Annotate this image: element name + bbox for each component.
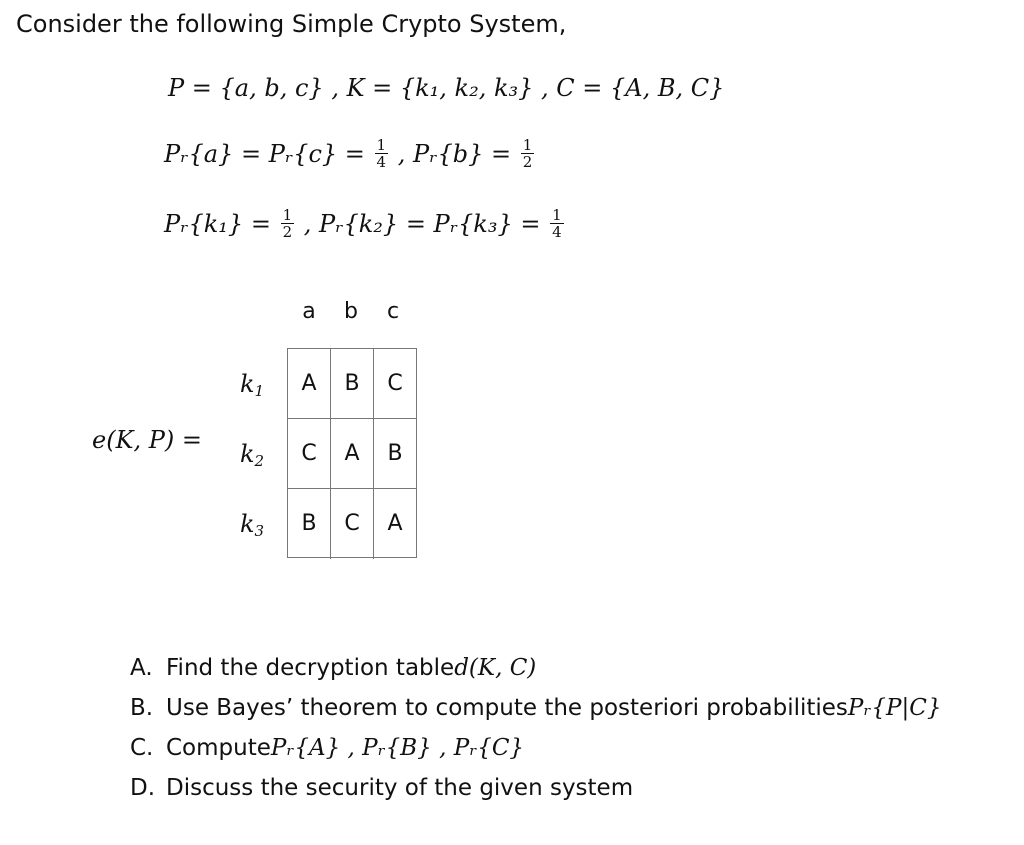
fraction [521, 137, 535, 170]
equation-part: , Pᵣ{b} = [397, 140, 512, 168]
question-item-d [130, 768, 941, 808]
key-symbol: k [239, 370, 255, 398]
question-math: d(K, C) [454, 655, 537, 681]
question-list [130, 648, 941, 808]
fraction-denominator: 2 [522, 153, 533, 171]
encryption-table [287, 348, 417, 558]
fraction [375, 137, 389, 170]
fraction-numerator: 1 [552, 206, 562, 224]
question-letter: B. [130, 695, 154, 721]
row-label-k1 [230, 369, 274, 406]
question-math: Pᵣ{P|C} [847, 695, 942, 721]
question-text: Use Bayes’ theorem to compute the posteriori probabilities [166, 695, 848, 721]
question-text: Discuss the security of the given system [166, 775, 634, 801]
fraction-numerator: 1 [282, 206, 293, 224]
table-cell: A [331, 419, 374, 489]
column-header-c: c [386, 299, 400, 324]
question-item-c [130, 728, 941, 768]
table-cell: B [288, 489, 331, 559]
fraction-denominator: 4 [376, 153, 387, 171]
key-symbol: k [239, 440, 255, 468]
table-cell: A [387, 511, 403, 536]
row-label-k3 [230, 509, 274, 546]
intro-text: Consider the following Simple Crypto System, [16, 10, 567, 38]
question-text: Compute [166, 735, 271, 761]
table-row [288, 489, 416, 559]
column-header-a: a [302, 299, 316, 324]
table-cell: B [387, 441, 403, 466]
table-cell: A [288, 349, 331, 419]
fraction-denominator: 2 [282, 223, 293, 241]
table-cell: C [288, 419, 331, 489]
fraction-denominator: 4 [552, 223, 562, 241]
question-letter: C. [130, 735, 154, 761]
fraction-numerator: 1 [376, 136, 387, 154]
sets-equation: P = {a, b, c} , K = {k₁, k₂, k₃} , C = {A, B, C} [168, 74, 725, 102]
table-cell: C [387, 371, 403, 396]
question-text: Find the decryption table [166, 655, 455, 681]
table-cell: B [331, 349, 374, 419]
question-letter: A. [130, 655, 153, 681]
table-row [288, 349, 416, 419]
message-probabilities-equation [164, 136, 536, 172]
equation-part: Pᵣ{a} = Pᵣ{c} = [164, 140, 365, 168]
row-label-k2 [230, 439, 274, 476]
key-subscript: 1 [254, 382, 265, 400]
fraction [550, 207, 564, 240]
table-row [288, 419, 416, 489]
key-symbol: k [239, 510, 255, 538]
fraction [281, 207, 295, 240]
question-math: Pᵣ{A} , Pᵣ{B} , Pᵣ{C} [270, 735, 525, 761]
question-item-a [130, 648, 941, 688]
question-letter: D. [130, 775, 156, 801]
encryption-function-label: e(K, P) = [92, 426, 203, 454]
key-subscript: 3 [254, 522, 265, 540]
key-subscript: 2 [254, 452, 265, 470]
column-header-b: b [344, 299, 358, 324]
fraction-numerator: 1 [522, 136, 533, 154]
key-probabilities-equation [164, 206, 566, 242]
table-cell: C [331, 489, 374, 559]
equation-part: Pᵣ{k₁} = [164, 210, 271, 238]
equation-part: , Pᵣ{k₂} = Pᵣ{k₃} = [303, 210, 541, 238]
question-item-b [130, 688, 941, 728]
